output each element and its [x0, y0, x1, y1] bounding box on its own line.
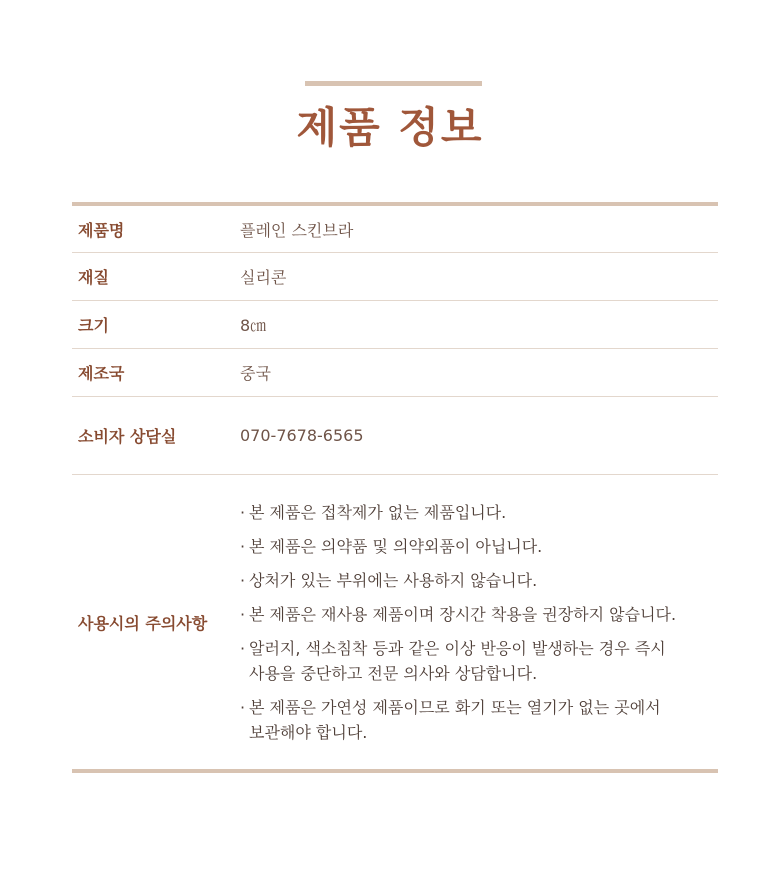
table-row-customer-service: [72, 397, 718, 475]
bullet-dot-icon: ·: [240, 604, 246, 624]
title-accent-bar: [305, 81, 482, 86]
caution-text: 본 제품은 접착제가 없는 제품입니다.: [249, 502, 507, 522]
page-title: 제품 정보: [296, 103, 484, 152]
bullet-dot-icon: ·: [240, 502, 246, 522]
row-label: 제조국: [78, 364, 125, 383]
list-item: [240, 636, 718, 686]
list-item: [240, 500, 718, 525]
row-label: 재질: [78, 268, 109, 287]
row-label: 제품명: [78, 220, 125, 240]
list-item: [240, 534, 718, 559]
table-row-product-name: [72, 206, 718, 253]
cautions-list: [240, 500, 718, 745]
list-item: [240, 568, 718, 593]
caution-text: 본 제품은 가연성 제품이므로 화기 또는 열기가 없는 곳에서 보관해야 합니다.: [249, 697, 661, 742]
row-value: 8㎝: [240, 316, 267, 335]
row-value: 070-7678-6565: [240, 426, 364, 445]
bullet-dot-icon: ·: [240, 697, 246, 717]
list-item: [240, 695, 718, 745]
product-info-table: [72, 202, 718, 773]
table-row-material: [72, 253, 718, 301]
caution-text: 상처가 있는 부위에는 사용하지 않습니다.: [249, 570, 538, 590]
row-label: 사용시의 주의사항: [78, 613, 208, 633]
list-item: [240, 602, 718, 627]
bullet-dot-icon: ·: [240, 638, 246, 658]
table-row-size: [72, 301, 718, 349]
row-value: 실리콘: [240, 268, 287, 287]
caution-text: 본 제품은 의약품 및 의약외품이 아닙니다.: [249, 536, 543, 556]
row-label: 소비자 상담실: [78, 427, 177, 446]
caution-text: 알러지, 색소침착 등과 같은 이상 반응이 발생하는 경우 즉시 사용을 중단하고 전문 의사와 상담합니다.: [249, 638, 666, 683]
table-row-cautions: [72, 475, 718, 769]
row-value: 중국: [240, 364, 271, 383]
row-value: 플레인 스킨브라: [240, 220, 354, 240]
row-label: 크기: [78, 316, 109, 335]
bullet-dot-icon: ·: [240, 536, 246, 556]
table-row-origin: [72, 349, 718, 397]
caution-text: 본 제품은 재사용 제품이며 장시간 착용을 권장하지 않습니다.: [249, 604, 677, 624]
bullet-dot-icon: ·: [240, 570, 246, 590]
